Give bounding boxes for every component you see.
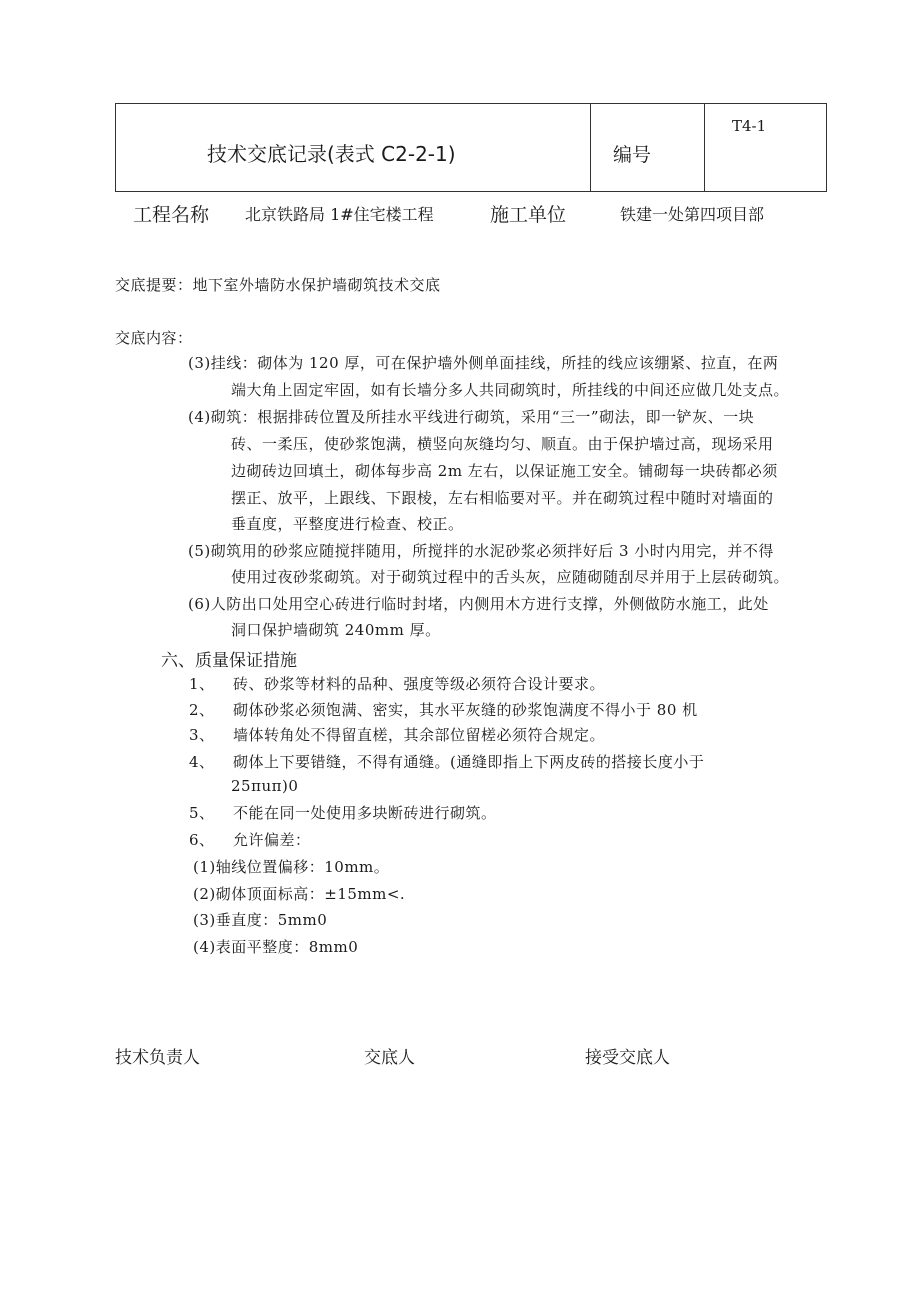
measure-text: 砖、砂浆等材料的品种、强度等级必须符合设计要求。 bbox=[233, 675, 606, 693]
header-table bbox=[115, 103, 827, 192]
construction-unit-value: 铁建一处第四项目部 bbox=[620, 205, 765, 224]
signature-tech-lead: 技术负责人 bbox=[115, 1048, 200, 1068]
content-line: (5)砌筑用的砂浆应随搅拌随用，所搅拌的水泥砂浆必须拌好后 3 小时内用完，并不得 bbox=[188, 542, 774, 560]
content-line: (3)挂线：砌体为 120 厚，可在保护墙外侧单面挂线，所挂的线应该绷紧、拉直，在两 bbox=[188, 354, 779, 372]
form-title: 技术交底记录(表式 C2-2-1) bbox=[207, 142, 456, 166]
content-line: 摆正、放平，上跟线、下跟棱，左右相临要对平。并在砌筑过程中随时对墙面的 bbox=[231, 489, 774, 507]
measure-number: 5、 bbox=[189, 804, 215, 822]
number-label: 编号 bbox=[613, 144, 652, 166]
measure-text: 允许偏差： bbox=[233, 831, 311, 849]
measure-text: 不能在同一处使用多块断砖进行砌筑。 bbox=[233, 804, 497, 822]
content-label: 交底内容： bbox=[115, 329, 193, 347]
measure-number: 6、 bbox=[189, 831, 215, 849]
tolerance-item: (2)砌体顶面标高：±15mm<. bbox=[193, 885, 406, 903]
measure-text: 砌体上下要错缝，不得有通缝。(通缝即指上下两皮砖的搭接长度小于 bbox=[233, 753, 705, 771]
content-line: 砖、一柔压，使砂浆饱满，横竖向灰缝均匀、顺直。由于保护墙过高，现场采用 bbox=[231, 435, 774, 453]
header-divider-2 bbox=[704, 104, 705, 191]
content-line: 边砌砖边回填土，砌体每步高 2m 左右，以保证施工安全。铺砌每一块砖都必须 bbox=[231, 462, 778, 480]
section-six-title: 六、质量保证措施 bbox=[161, 651, 297, 671]
measure-text: 25πuπ)0 bbox=[231, 777, 299, 795]
tolerance-item: (1)轴线位置偏移：10mm。 bbox=[193, 858, 390, 876]
project-name-label: 工程名称 bbox=[133, 204, 210, 226]
project-name-value: 北京铁路局 1#住宅楼工程 bbox=[245, 205, 434, 224]
content-line: 垂直度，平整度进行检查、校正。 bbox=[231, 515, 464, 533]
measure-text: 砌体砂浆必须饱满、密实，其水平灰缝的砂浆饱满度不得小于 80 机 bbox=[233, 701, 698, 719]
signature-receiver: 接受交底人 bbox=[585, 1048, 670, 1068]
header-divider-1 bbox=[590, 104, 591, 191]
measure-number: 4、 bbox=[189, 753, 215, 771]
tolerance-item: (3)垂直度：5mm0 bbox=[193, 911, 328, 929]
content-line: (4)砌筑：根据排砖位置及所挂水平线进行砌筑，采用“三一”砌法，即一铲灰、一块 bbox=[188, 408, 755, 426]
number-value: T4-1 bbox=[732, 117, 767, 135]
construction-unit-label: 施工单位 bbox=[490, 204, 567, 226]
content-line: (6)人防出口处用空心砖进行临时封堵，内侧用木方进行支撑，外侧做防水施工，此处 bbox=[188, 595, 769, 613]
measure-number: 1、 bbox=[189, 675, 215, 693]
content-line: 使用过夜砂浆砌筑。对于砌筑过程中的舌头灰，应随砌随刮尽并用于上层砖砌筑。 bbox=[231, 568, 790, 586]
measure-text: 墙体转角处不得留直槎，其余部位留槎必须符合规定。 bbox=[233, 726, 606, 744]
disclosure-summary: 交底提要：地下室外墙防水保护墙砌筑技术交底 bbox=[115, 276, 441, 294]
content-line: 洞口保护墙砌筑 240mm 厚。 bbox=[231, 621, 441, 639]
measure-number: 2、 bbox=[189, 701, 215, 719]
measure-number: 3、 bbox=[189, 726, 215, 744]
tolerance-item: (4)表面平整度：8mm0 bbox=[193, 938, 359, 956]
content-line: 端大角上固定牢固，如有长墙分多人共同砌筑时，所挂线的中间还应做几处支点。 bbox=[231, 381, 790, 399]
signature-presenter: 交底人 bbox=[364, 1048, 415, 1068]
